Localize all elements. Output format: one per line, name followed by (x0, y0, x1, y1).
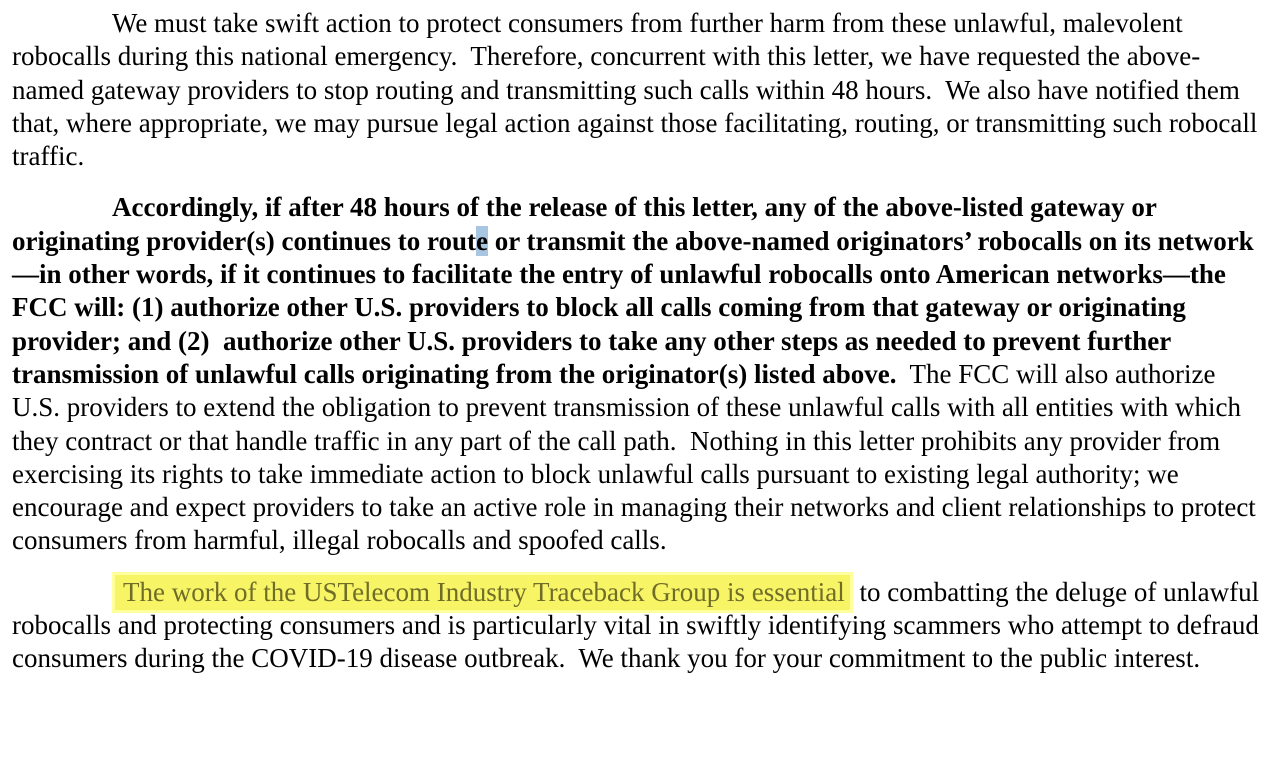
paragraph-accordingly (12, 191, 1262, 557)
yellow-highlighted-text: The work of the USTelecom Industry Traceback Group is essential (112, 572, 853, 613)
paragraph-traceback (12, 576, 1266, 676)
paragraph-swift-action (12, 7, 1265, 173)
paragraph-accordingly-normal-text: The FCC will also authorize U.S. providers to extend the obligation to prevent transmission of these unlawful calls with all entities with which they contract or that handle traffic in any part of the call path. Nothing in this letter prohibits any provider from exercising its rights to take immediate action to block unlawful calls pursuant to existing legal authority; we encourage and expect providers to take an active role in managing their networks and client relationships to protect consumers from harmful, illegal robocalls and spoofed calls. (12, 358, 1263, 556)
selection-highlight: e (476, 225, 488, 256)
paragraph-traceback-normal-text: to combatting the deluge of unlawful robocalls and protecting consumers and is particularly vital in swiftly identifying scammers who attempt to defraud consumers during the COVID-19 disease outbreak. We thank you for your commitment to the public interest. (12, 576, 1266, 674)
paragraph-swift-action-text: We must take swift action to protect consumers from further harm from these unlawful, malevolent robocalls during this national emergency. Therefore, concurrent with this letter, we have requested the above-named gateway providers to stop routing and transmitting such calls within 48 hours. We also have notified them that, where appropriate, we may pursue legal action against those facilitating, routing, or transmitting such robocall traffic. (12, 8, 1265, 172)
bold-warning-text-before-selection: Accordingly, if after 48 hours of the release of this letter, any of the above-listed gateway or originating provider(s) continues to rout (12, 192, 1164, 256)
bold-warning-text-after-selection: or transmit the above-named originators’ robocalls on its network—in other words, if it continues to facilitate the entry of unlawful robocalls onto American networks—the FCC will: (1) authorize other U.S. providers to block all calls coming from that gateway or originating provider; and (2) authorize other U.S. providers to take any other steps as needed to prevent further transmission of unlawful calls originating from the originator(s) listed above. (12, 225, 1254, 389)
